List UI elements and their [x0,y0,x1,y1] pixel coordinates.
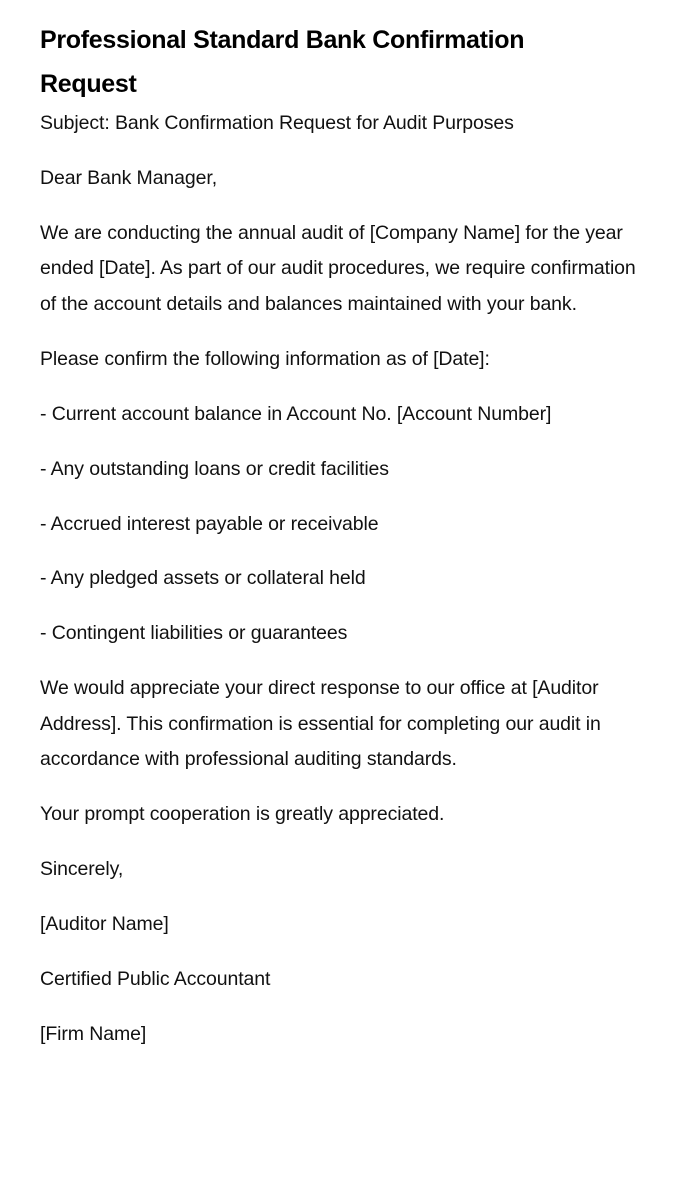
list-item: - Accrued interest payable or receivable [40,512,379,535]
salutation: Dear Bank Manager, [40,166,218,189]
request-lead: Please confirm the following information as of [Date]: [40,347,490,370]
list-item: - Any outstanding loans or credit facilities [40,457,389,480]
list-item: - Current account balance in Account No. [Account Number] [40,402,552,425]
closing: Sincerely, [40,858,124,881]
document-title: Professional Standard Bank Confirmation Request [40,26,525,98]
response-request-paragraph: We would appreciate your direct response to our office at [Auditor Address]. This confirmation is essential for completing our audit in accordance with professional auditing standards. [40,677,601,771]
signature-firm: [Firm Name] [40,1022,147,1045]
list-item: - Any pledged assets or collateral held [40,567,366,590]
intro-paragraph: We are conducting the annual audit of [Company Name] for the year ended [Date]. As part of our audit procedures, we require confirmation of the account details and balances maintained with your bank. [40,221,636,315]
signature-title: Certified Public Accountant [40,967,271,990]
list-item: - Contingent liabilities or guarantees [40,622,348,645]
thanks-line: Your prompt cooperation is greatly appreciated. [40,803,445,826]
signature-name: [Auditor Name] [40,913,169,935]
subject-line: Subject: Bank Confirmation Request for Audit Purposes [40,112,514,134]
